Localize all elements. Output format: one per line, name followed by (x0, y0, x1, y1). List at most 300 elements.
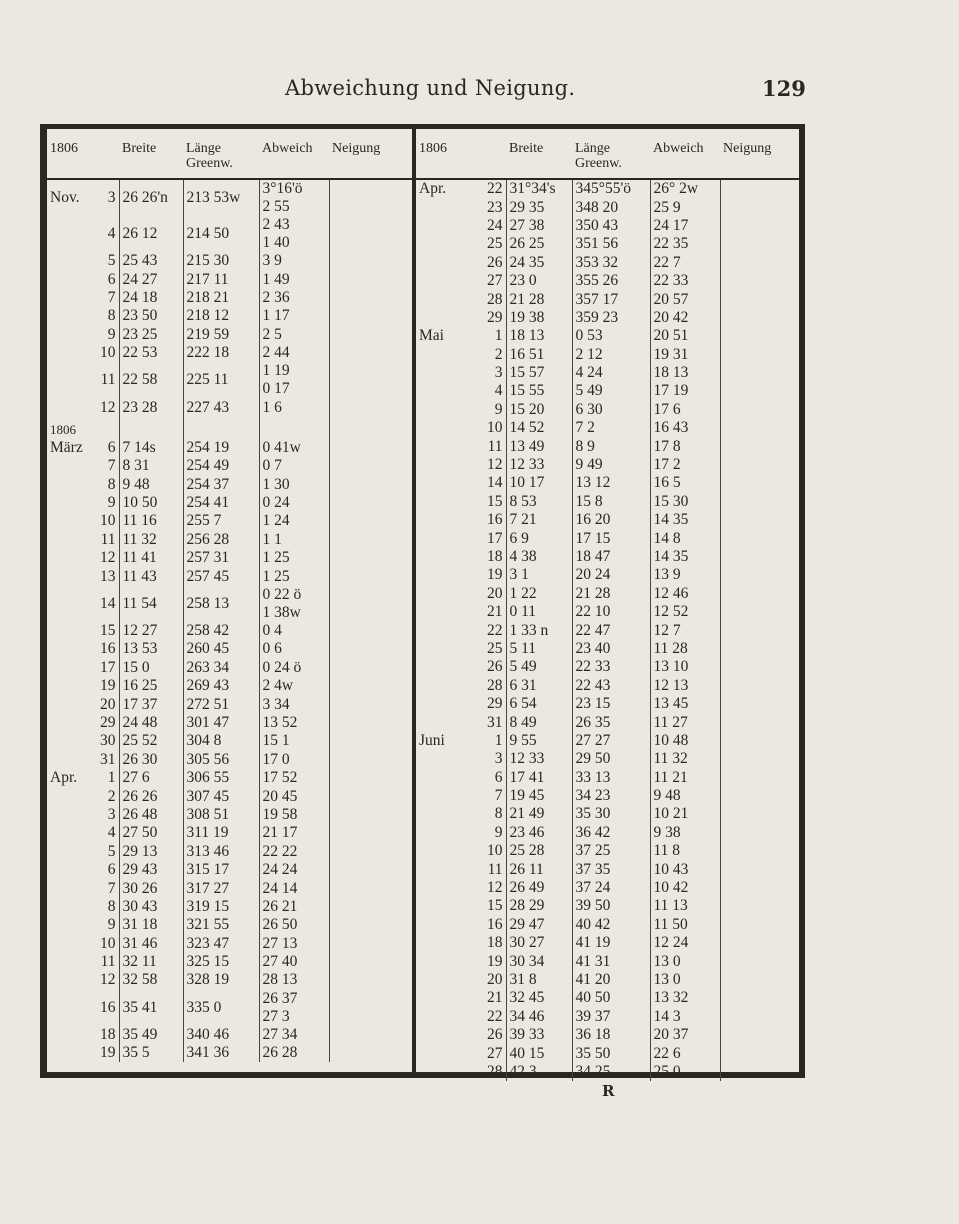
neigung-cell (329, 549, 412, 567)
date-cell (47, 732, 119, 750)
neigung-cell (329, 1026, 412, 1044)
table-row (47, 640, 412, 658)
neigung-cell (329, 476, 412, 494)
table-row (416, 695, 799, 713)
neigung-cell (329, 990, 412, 1026)
laenge-cell: 359 23 (572, 309, 650, 327)
date-cell (416, 769, 506, 787)
day-value: 27 (487, 1044, 503, 1062)
table-row (416, 934, 799, 952)
date-cell (416, 842, 506, 860)
day-value: 21 (487, 989, 503, 1007)
laenge-cell: 36 42 (572, 824, 650, 842)
breite-cell: 3 1 (506, 566, 572, 584)
neigung-cell (329, 216, 412, 252)
abweich-cell: 19 58 (259, 806, 329, 824)
date-cell (47, 567, 119, 585)
day-value: 5 (107, 842, 116, 860)
table-row (47, 769, 412, 787)
laenge-cell: 33 13 (572, 769, 650, 787)
abweich-cell: 17 2 (650, 456, 720, 474)
day-value: 6 (107, 438, 116, 456)
breite-cell: 5 11 (506, 640, 572, 658)
neigung-cell (329, 344, 412, 362)
abweich-cell: 11 32 (650, 750, 720, 768)
date-cell (416, 695, 506, 713)
neigung-cell (720, 713, 799, 731)
breite-cell: 11 41 (119, 549, 183, 567)
day-value: 9 (107, 916, 116, 934)
table-row (416, 842, 799, 860)
breite-cell: 1 22 (506, 585, 572, 603)
abweich-cell: 18 13 (650, 364, 720, 382)
abweich-cell: 2 44 (259, 344, 329, 362)
left-table (47, 131, 412, 1062)
neigung-cell (329, 362, 412, 398)
laenge-cell: 23 15 (572, 695, 650, 713)
abweich-cell: 0 6 (259, 640, 329, 658)
day-value: 23 (487, 198, 503, 216)
day-value: 22 (487, 1007, 503, 1025)
date-cell (416, 989, 506, 1007)
laenge-cell: 0 53 (572, 327, 650, 345)
abweich-cell: 2 5 (259, 326, 329, 344)
breite-cell: 40 15 (506, 1044, 572, 1062)
date-cell (47, 990, 119, 1026)
neigung-cell (720, 511, 799, 529)
neigung-cell (329, 512, 412, 530)
table-row (416, 437, 799, 455)
table-row (47, 494, 412, 512)
date-cell (416, 658, 506, 676)
date-cell (47, 289, 119, 307)
neigung-cell (720, 677, 799, 695)
abweich-cell: 26 21 (259, 898, 329, 916)
breite-cell: 23 25 (119, 326, 183, 344)
breite-cell: 27 38 (506, 217, 572, 235)
day-value: 11 (100, 953, 116, 971)
table-row (416, 658, 799, 676)
abweich-cell: 0 4 (259, 622, 329, 640)
neigung-cell (720, 437, 799, 455)
breite-cell: 18 13 (506, 327, 572, 345)
date-cell (416, 897, 506, 915)
day-value: 4 (107, 824, 116, 842)
laenge-cell: 254 49 (183, 457, 259, 475)
date-cell (47, 326, 119, 344)
abweich-cell: 1 30 (259, 476, 329, 494)
table-row (47, 659, 412, 677)
abweich-cell: 12 13 (650, 677, 720, 695)
date-cell (416, 566, 506, 584)
neigung-cell (720, 346, 799, 364)
table-row (416, 769, 799, 787)
breite-cell: 30 27 (506, 934, 572, 952)
abweich-cell: 14 8 (650, 529, 720, 547)
neigung-cell (720, 327, 799, 345)
abweich-cell: 26 50 (259, 916, 329, 934)
abweich-cell: 27 40 (259, 953, 329, 971)
breite-cell: 17 41 (506, 769, 572, 787)
date-cell (416, 254, 506, 272)
neigung-cell (720, 585, 799, 603)
table-row (416, 824, 799, 842)
laenge-cell: 225 11 (183, 362, 259, 398)
laenge-cell: 341 36 (183, 1044, 259, 1062)
day-value: 20 (487, 584, 503, 602)
abweich-cell: 17 52 (259, 769, 329, 787)
date-cell (416, 511, 506, 529)
table-row (416, 272, 799, 290)
table-row (47, 362, 412, 398)
date-cell (47, 476, 119, 494)
day-value: 6 (107, 861, 116, 879)
table-row (416, 585, 799, 603)
breite-cell: 9 48 (119, 476, 183, 494)
breite-cell: 39 33 (506, 1026, 572, 1044)
table-row (416, 677, 799, 695)
table-row (416, 382, 799, 400)
date-cell (47, 494, 119, 512)
neigung-cell (720, 566, 799, 584)
day-value: 31 (100, 750, 116, 768)
neigung-cell (720, 934, 799, 952)
breite-cell: 21 49 (506, 805, 572, 823)
neigung-cell (329, 494, 412, 512)
breite-header: Breite (119, 131, 183, 179)
neigung-cell (329, 806, 412, 824)
neigung-cell (329, 398, 412, 416)
laenge-cell: 22 10 (572, 603, 650, 621)
abweich-cell (259, 990, 329, 1026)
signature-mark: R (602, 1082, 615, 1100)
left-table-block (47, 131, 412, 1062)
breite-cell: 15 55 (506, 382, 572, 400)
laenge-cell: 260 45 (183, 640, 259, 658)
laenge-cell: 325 15 (183, 953, 259, 971)
abweich-cell: 10 42 (650, 879, 720, 897)
neigung-cell (720, 1008, 799, 1026)
day-value: 7 (107, 288, 116, 306)
empty-cell (183, 417, 259, 439)
right-table-block (416, 131, 799, 1081)
laenge-cell: 257 45 (183, 567, 259, 585)
neigung-cell (720, 1044, 799, 1062)
table-row (416, 217, 799, 235)
date-cell (47, 806, 119, 824)
day-value: 19 (487, 952, 503, 970)
day-value: 1 (494, 327, 503, 345)
abweich-cell: 26° 2w (650, 179, 720, 198)
date-cell (47, 640, 119, 658)
abweich-cell: 17 0 (259, 751, 329, 769)
abweich-cell: 17 19 (650, 382, 720, 400)
laenge-cell: 7 2 (572, 419, 650, 437)
abweich-cell: 13 0 (650, 971, 720, 989)
laenge-cell: 335 0 (183, 990, 259, 1026)
table-row (416, 235, 799, 253)
table-row (416, 529, 799, 547)
breite-cell: 31 8 (506, 971, 572, 989)
abweich-value-1: 0 22 ö (262, 585, 302, 603)
breite-cell: 6 31 (506, 677, 572, 695)
neigung-cell (720, 860, 799, 878)
laenge-cell: 306 55 (183, 769, 259, 787)
abweich-value-2: 1 40 (262, 234, 290, 251)
date-cell (416, 382, 506, 400)
abweich-header: Abweich (259, 131, 329, 179)
left-header-row (47, 131, 412, 179)
laenge-cell: 37 25 (572, 842, 650, 860)
day-value: 11 (487, 437, 503, 455)
abweich-cell: 10 48 (650, 732, 720, 750)
day-value: 26 (487, 1026, 503, 1044)
date-cell (416, 934, 506, 952)
date-cell (416, 474, 506, 492)
date-cell (416, 437, 506, 455)
laenge-cell: 35 30 (572, 805, 650, 823)
breite-cell: 29 43 (119, 861, 183, 879)
laenge-cell: 317 27 (183, 879, 259, 897)
date-cell (47, 1026, 119, 1044)
abweich-cell (259, 179, 329, 216)
laenge-cell: 39 37 (572, 1008, 650, 1026)
neigung-cell (329, 879, 412, 897)
breite-cell: 25 52 (119, 732, 183, 750)
neigung-cell (329, 843, 412, 861)
laenge-cell: 6 30 (572, 401, 650, 419)
day-value: 19 (100, 1044, 116, 1062)
abweich-cell: 0 7 (259, 457, 329, 475)
neigung-cell (720, 401, 799, 419)
date-cell (416, 346, 506, 364)
abweich-cell: 12 46 (650, 585, 720, 603)
neigung-cell (329, 270, 412, 288)
abweich-cell: 27 13 (259, 935, 329, 953)
breite-cell: 35 5 (119, 1044, 183, 1062)
date-cell (47, 953, 119, 971)
laenge-cell: 321 55 (183, 916, 259, 934)
laenge-cell: 41 31 (572, 952, 650, 970)
abweich-value-2: 2 55 (262, 198, 290, 215)
laenge-cell: 340 46 (183, 1026, 259, 1044)
abweich-cell: 1 49 (259, 270, 329, 288)
date-cell (47, 695, 119, 713)
day-value: 10 (487, 842, 503, 860)
breite-cell: 23 50 (119, 307, 183, 325)
date-cell (47, 216, 119, 252)
neigung-cell (329, 439, 412, 457)
breite-cell: 15 20 (506, 401, 572, 419)
abweich-header: Abweich (650, 131, 720, 179)
neigung-cell (720, 640, 799, 658)
table-row (416, 750, 799, 768)
breite-cell: 16 51 (506, 346, 572, 364)
breite-cell: 8 53 (506, 493, 572, 511)
date-cell (47, 659, 119, 677)
laenge-cell: 355 26 (572, 272, 650, 290)
table-row (47, 270, 412, 288)
table-row (416, 713, 799, 731)
breite-cell: 34 46 (506, 1008, 572, 1026)
breite-cell: 32 58 (119, 971, 183, 989)
abweich-cell: 13 9 (650, 566, 720, 584)
neigung-cell (329, 179, 412, 216)
laenge-cell: 254 41 (183, 494, 259, 512)
abweich-cell: 25 0 (650, 1063, 720, 1081)
right-table (416, 131, 799, 1081)
year-header: 1806 (416, 131, 506, 179)
laenge-cell: 263 34 (183, 659, 259, 677)
neigung-cell (329, 787, 412, 805)
laenge-cell: 213 53w (183, 179, 259, 216)
table-row (47, 990, 412, 1026)
day-value: 3 (494, 750, 503, 768)
day-value: 2 (494, 345, 503, 363)
day-value: 1 (494, 731, 503, 749)
table-row (47, 971, 412, 989)
neigung-cell (720, 658, 799, 676)
laenge-cell: 36 18 (572, 1026, 650, 1044)
abweich-cell: 22 35 (650, 235, 720, 253)
day-value: 8 (107, 897, 116, 915)
breite-cell: 10 17 (506, 474, 572, 492)
table-row (47, 1026, 412, 1044)
date-cell (416, 732, 506, 750)
breite-cell: 30 34 (506, 952, 572, 970)
laenge-cell: 41 19 (572, 934, 650, 952)
neigung-cell (720, 603, 799, 621)
table-row (47, 695, 412, 713)
neigung-cell (720, 309, 799, 327)
day-value: 8 (107, 307, 116, 325)
date-cell (47, 549, 119, 567)
laenge-cell: 313 46 (183, 843, 259, 861)
abweich-cell: 0 24 (259, 494, 329, 512)
abweich-cell: 1 24 (259, 512, 329, 530)
table-row (47, 1044, 412, 1062)
day-value: 9 (494, 400, 503, 418)
neigung-cell (720, 235, 799, 253)
day-value: 25 (487, 235, 503, 253)
day-value: 12 (487, 879, 503, 897)
day-value: 11 (100, 530, 116, 548)
breite-cell: 22 53 (119, 344, 183, 362)
table-row (416, 474, 799, 492)
date-cell (47, 751, 119, 769)
table-row (47, 531, 412, 549)
day-value: 2 (107, 787, 116, 805)
neigung-cell (720, 879, 799, 897)
neigung-cell (720, 787, 799, 805)
neigung-cell (329, 732, 412, 750)
neigung-cell (329, 935, 412, 953)
laenge-cell: 357 17 (572, 290, 650, 308)
table-row (416, 198, 799, 216)
abweich-cell: 1 6 (259, 398, 329, 416)
month-label: Apr. (419, 180, 447, 198)
neigung-cell (720, 272, 799, 290)
day-value: 22 (487, 621, 503, 639)
date-cell (416, 805, 506, 823)
day-value: 4 (107, 225, 116, 242)
laenge-cell: 2 12 (572, 346, 650, 364)
table-row (47, 787, 412, 805)
date-cell (416, 217, 506, 235)
table-row (47, 714, 412, 732)
table-row (416, 916, 799, 934)
breite-cell: 8 31 (119, 457, 183, 475)
breite-cell: 35 41 (119, 990, 183, 1026)
breite-cell: 30 26 (119, 879, 183, 897)
day-value: 3 (107, 805, 116, 823)
page-title: Abweichung und Neigung. (285, 76, 576, 100)
date-cell (47, 971, 119, 989)
neigung-cell (720, 916, 799, 934)
table-row (47, 289, 412, 307)
date-cell (47, 270, 119, 288)
neigung-cell (720, 179, 799, 198)
day-value: 29 (487, 308, 503, 326)
abweich-cell: 14 35 (650, 511, 720, 529)
abweich-cell: 9 38 (650, 824, 720, 842)
page-header (0, 76, 959, 106)
laenge-cell: 20 24 (572, 566, 650, 584)
day-value: 9 (494, 823, 503, 841)
neigung-cell (720, 456, 799, 474)
neigung-cell (329, 289, 412, 307)
abweich-cell: 20 37 (650, 1026, 720, 1044)
day-value: 22 (487, 180, 503, 198)
table-row (416, 511, 799, 529)
table-row (416, 346, 799, 364)
neigung-cell (329, 677, 412, 695)
day-value: 11 (100, 371, 116, 389)
laenge-cell: 22 43 (572, 677, 650, 695)
breite-cell: 14 52 (506, 419, 572, 437)
breite-cell: 26 25 (506, 235, 572, 253)
table-row (47, 307, 412, 325)
date-cell (416, 916, 506, 934)
day-value: 25 (487, 639, 503, 657)
abweich-cell: 20 51 (650, 327, 720, 345)
page-number: 129 (762, 76, 806, 101)
neigung-cell (720, 548, 799, 566)
abweich-value-2: 1 38w (262, 603, 301, 621)
day-value: 3 (494, 364, 503, 382)
abweich-cell: 11 50 (650, 916, 720, 934)
table-row (416, 254, 799, 272)
laenge-cell: 22 47 (572, 621, 650, 639)
laenge-cell: 353 32 (572, 254, 650, 272)
date-cell (416, 621, 506, 639)
day-value: 13 (100, 567, 116, 585)
breite-header: Breite (506, 131, 572, 179)
breite-cell: 26 12 (119, 216, 183, 252)
breite-cell: 17 37 (119, 695, 183, 713)
abweich-cell: 3 9 (259, 252, 329, 270)
neigung-cell (720, 824, 799, 842)
abweich-cell: 24 17 (650, 217, 720, 235)
day-value: 7 (107, 879, 116, 897)
neigung-cell (720, 419, 799, 437)
breite-cell: 23 0 (506, 272, 572, 290)
day-value: 30 (100, 732, 116, 750)
neigung-cell (720, 769, 799, 787)
day-value: 8 (494, 805, 503, 823)
date-cell (416, 952, 506, 970)
date-cell (47, 898, 119, 916)
